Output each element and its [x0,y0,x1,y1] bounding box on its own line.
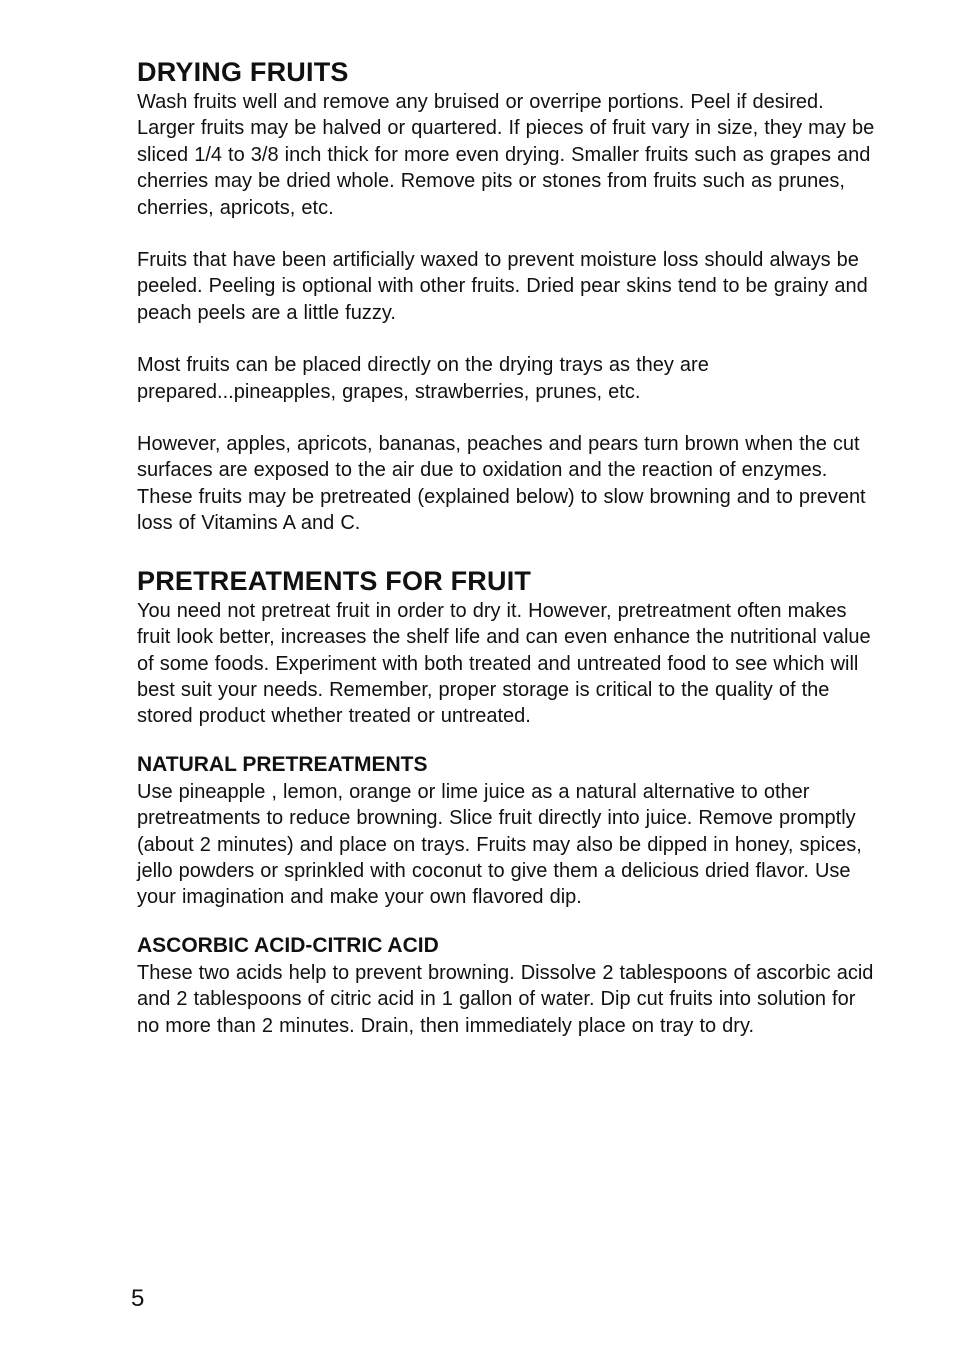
paragraph-ascorbic-citric-acid: These two acids help to prevent browning. Dissolve 2 tablespoons of ascorbic acid and 2 tablespoons of citric acid in 1 gallon of water. Dip cut fruits into solution for no more than 2 minutes. Drain, then immediately place on tray to dry. [137,961,874,1037]
page-number: 5 [131,1285,145,1312]
paragraph-drying-browning: However, apples, apricots, bananas, peaches and pears turn brown when the cut surfaces are exposed to the air due to oxidation and the reaction of enzymes. These fruits may be pretreated (explained below) to slow browning and to prevent loss of Vitamins A and C. [137,433,866,535]
page-content [137,56,879,1039]
paragraph-drying-trays: Most fruits can be placed directly on the drying trays as they are prepared...pineapples, grapes, strawberries, prunes, etc. [137,354,709,403]
paragraph-natural-pretreatments: Use pineapple , lemon, orange or lime juice as a natural alternative to other pretreatments to reduce browning. Slice fruit directly into juice. Remove promptly (about 2 minutes) and place on trays. Fruits may also be dipped in honey, spices, jello powders or sprinkled with coconut to give them a delicious dried flavor. Use your imagination and make your own flavored dip. [137,780,862,909]
paragraph-pretreatments-intro: You need not pretreat fruit in order to dry it. However, pretreatment often makes fruit look better, increases the shelf life and can even enhance the nutritional value of some foods. Experiment with both treated and untreated food to see which will best suit your needs. Remember, proper storage is critical to the quality of the stored product whether treated or untreated. [137,599,871,728]
heading-pretreatments-for-fruit: PRETREATMENTS FOR FRUIT [137,565,532,596]
heading-ascorbic-citric-acid: ASCORBIC ACID-CITRIC ACID [137,933,439,957]
heading-natural-pretreatments: NATURAL PRETREATMENTS [137,752,428,776]
heading-drying-fruits: DRYING FRUITS [137,57,349,87]
paragraph-drying-wash: Wash fruits well and remove any bruised or overripe portions. Peel if desired. Larger fruits may be halved or quartered. If pieces of fruit vary in size, they may be sliced 1/4 to 3/8 inch thick for more even drying. Smaller fruits such as grapes and cherries may be dried whole. Remove pits or stones from fruits such as prunes, cherries, apricots, etc. [137,91,875,219]
paragraph-drying-waxed: Fruits that have been artificially waxed to prevent moisture loss should always be peeled. Peeling is optional with other fruits. Dried pear skins tend to be grainy and peach peels are a little fuzzy. [137,249,868,324]
